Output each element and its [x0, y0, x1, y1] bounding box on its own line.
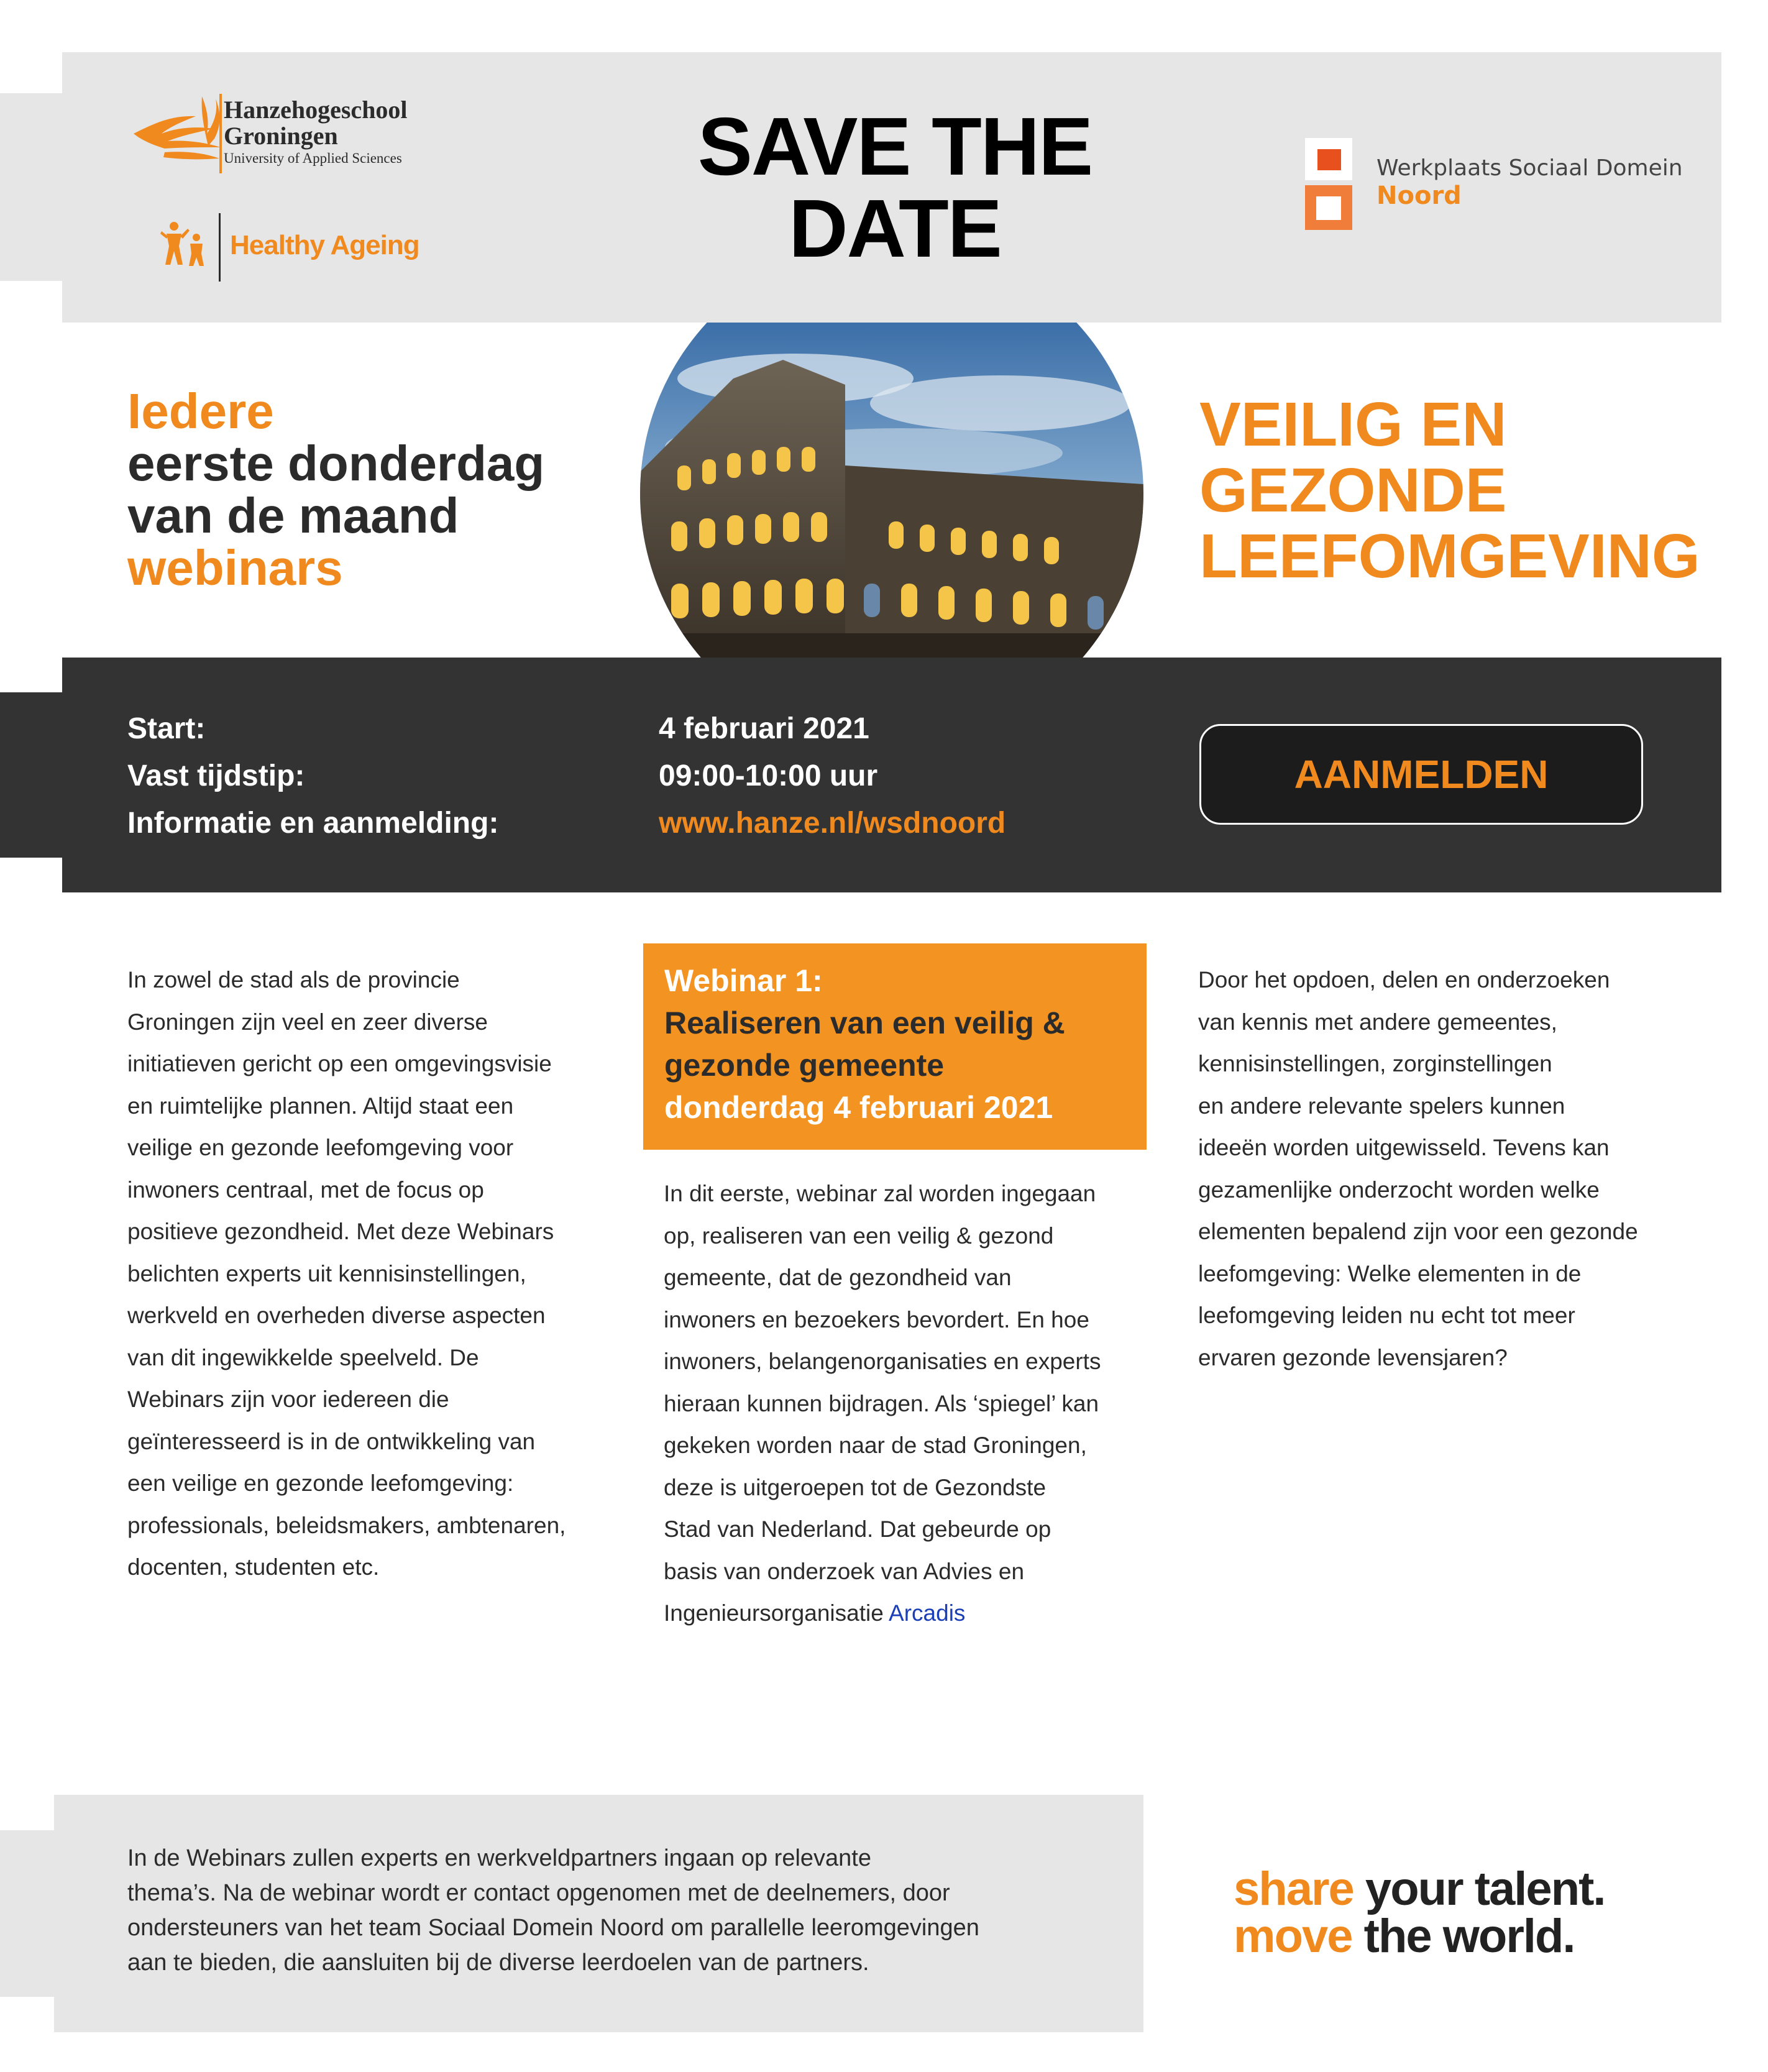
middle-column-line: gekeken worden naar de stad Groningen,	[664, 1433, 1087, 1458]
right-column-line: van kennis met andere gemeentes,	[1198, 1009, 1557, 1035]
right-column-text	[1198, 959, 1708, 1378]
slogan-the-world: the world.	[1352, 1910, 1575, 1963]
healthy-ageing-divider	[219, 213, 221, 282]
left-column-line: geïnteresseerd is in de ontwikkeling van	[127, 1428, 536, 1454]
intro-headline	[127, 385, 544, 594]
left-column-line: initiatieven gericht op een omgevingsvisie	[127, 1051, 552, 1076]
middle-column-lines	[664, 1173, 1155, 1592]
aanmelden-button[interactable]: AANMELDEN	[1199, 724, 1643, 825]
left-column-line: Webinars zijn voor iedereen die	[127, 1387, 449, 1412]
intro-line3: van de maand	[127, 488, 459, 543]
intro-line4: webinars	[127, 540, 343, 595]
footer-line: ondersteuners van het team Sociaal Domein Noord om parallelle leeromgevingen	[127, 1915, 979, 1941]
time-value: 09:00-10:00 uur	[659, 759, 878, 792]
right-column-line: leefomgeving: Welke elementen in de	[1198, 1260, 1582, 1286]
theme-headline	[1199, 392, 1700, 589]
left-column-line: In zowel de stad als de provincie	[127, 967, 460, 992]
middle-column-line: In dit eerste, webinar zal worden ingegaan	[664, 1181, 1096, 1206]
slogan-line1	[1234, 1863, 1605, 1915]
right-column-line: kennisinstellingen, zorginstellingen	[1198, 1051, 1552, 1076]
left-column-line: belichten experts uit kennisinstellingen,	[127, 1260, 526, 1286]
webinar-date: donderdag 4 februari 2021	[664, 1090, 1053, 1125]
intro-line1: Iedere	[127, 383, 274, 439]
signup-link[interactable]: www.hanze.nl/wsdnoord	[659, 807, 1006, 840]
middle-column-line: gemeente, dat de gezondheid van	[664, 1265, 1012, 1290]
hanze-name	[224, 97, 408, 149]
middle-column-line: hieraan kunnen bijdragen. Als ‘spiegel’ kan	[664, 1390, 1099, 1416]
middle-column-text	[664, 1173, 1155, 1634]
werkplaats-name: Werkplaats Sociaal Domein	[1376, 155, 1683, 181]
werkplaats-squares-logo-icon	[1305, 138, 1355, 230]
middle-column-line: op, realiseren van een veilig & gezond	[664, 1222, 1054, 1249]
middle-column-line: Stad van Nederland. Dat gebeurde op	[664, 1516, 1051, 1542]
footer-line: In de Webinars zullen experts en werkveldpartners ingaan op relevante	[127, 1845, 871, 1871]
middle-column-line: inwoners, belangenorganisaties en experts	[664, 1349, 1101, 1374]
footer-left-tab	[0, 1830, 54, 1997]
right-column-line: en andere relevante spelers kunnen	[1198, 1093, 1565, 1119]
left-column-line: en ruimtelijke plannen. Altijd staat een	[127, 1093, 514, 1119]
footer-line: aan te bieden, die aansluiten bij de diverse leerdoelen van de partners.	[127, 1950, 869, 1976]
start-label: Start:	[127, 712, 206, 745]
webinar-number: Webinar 1:	[664, 963, 823, 998]
middle-last-text: Ingenieursorganisatie	[664, 1600, 884, 1626]
right-column-line: gezamenlijke onderzocht worden welke	[1198, 1176, 1600, 1203]
slogan-your-talent: your talent.	[1353, 1863, 1605, 1915]
infobar-left-tab	[0, 692, 62, 858]
middle-column-line: basis van onderzoek van Advies en	[664, 1558, 1025, 1584]
colosseum-photo	[640, 323, 1143, 658]
theme-line2: GEZONDE	[1199, 456, 1507, 525]
left-column-line: docenten, studenten etc.	[127, 1554, 380, 1580]
left-column-line: professionals, beleidsmakers, ambtenaren,	[127, 1512, 566, 1538]
hanze-subtitle: University of Applied Sciences	[224, 150, 402, 166]
healthy-ageing-label: Healthy Ageing	[230, 230, 419, 260]
title-line1: SAVE THE	[697, 101, 1092, 192]
middle-column-line: deze is uitgeroepen tot de Gezondste	[664, 1474, 1047, 1500]
time-label: Vast tijdstip:	[127, 759, 305, 792]
middle-last-line	[664, 1592, 1155, 1634]
left-column-line: van dit ingewikkelde speelveld. De	[127, 1344, 479, 1370]
right-column-line: leefomgeving leiden nu echt tot meer	[1198, 1303, 1575, 1328]
left-column-line: inwoners centraal, met de focus op	[127, 1176, 484, 1203]
healthy-ageing-figures-icon	[160, 219, 210, 268]
save-the-date-title	[646, 101, 1143, 274]
werkplaats-region: Noord	[1376, 181, 1462, 210]
middle-column-line: inwoners en bezoekers bevordert. En hoe	[664, 1306, 1089, 1332]
right-column-line: ervaren gezonde levensjaren?	[1198, 1344, 1508, 1370]
left-column-line: positieve gezondheid. Met deze Webinars	[127, 1219, 554, 1244]
webinar-box	[643, 943, 1147, 1150]
signup-label: Informatie en aanmelding:	[127, 807, 499, 840]
right-column-line: ideeën worden uitgewisseld. Tevens kan	[1198, 1135, 1610, 1160]
slogan-line2	[1234, 1910, 1605, 1963]
left-column-text	[127, 959, 625, 1588]
arcadis-link[interactable]: Arcadis	[889, 1600, 966, 1626]
theme-line3: LEEFOMGEVING	[1199, 521, 1700, 591]
webinar-title-line1: Realiseren van een veilig &	[664, 1006, 1065, 1040]
left-column-line: veilige en gezonde leefomgeving voor	[127, 1135, 514, 1160]
intro-line2: eerste donderdag	[127, 436, 545, 491]
header-left-tab	[0, 93, 62, 281]
hanze-name-line1: Hanzehogeschool	[224, 96, 408, 124]
left-column-line: Groningen zijn veel en zeer diverse	[127, 1009, 488, 1035]
left-column-line: werkveld en overheden diverse aspecten	[127, 1303, 546, 1328]
footer-line: thema’s. Na de webinar wordt er contact opgenomen met de deelnemers, door	[127, 1880, 950, 1906]
hanze-name-line2: Groningen	[224, 122, 338, 150]
start-value: 4 februari 2021	[659, 712, 869, 745]
slogan-share: share	[1234, 1863, 1353, 1915]
title-line2: DATE	[789, 183, 1001, 274]
footer-text	[127, 1841, 1122, 1980]
slogan	[1234, 1863, 1605, 1963]
webinar-title-line2: gezonde gemeente	[664, 1048, 945, 1083]
slogan-move: move	[1234, 1910, 1352, 1963]
right-column-line: elementen bepalend zijn voor een gezonde	[1198, 1219, 1638, 1244]
right-column-line: Door het opdoen, delen en onderzoeken	[1198, 967, 1610, 992]
left-column-line: een veilige en gezonde leefomgeving:	[127, 1470, 514, 1496]
theme-line1: VEILIG EN	[1199, 390, 1507, 459]
